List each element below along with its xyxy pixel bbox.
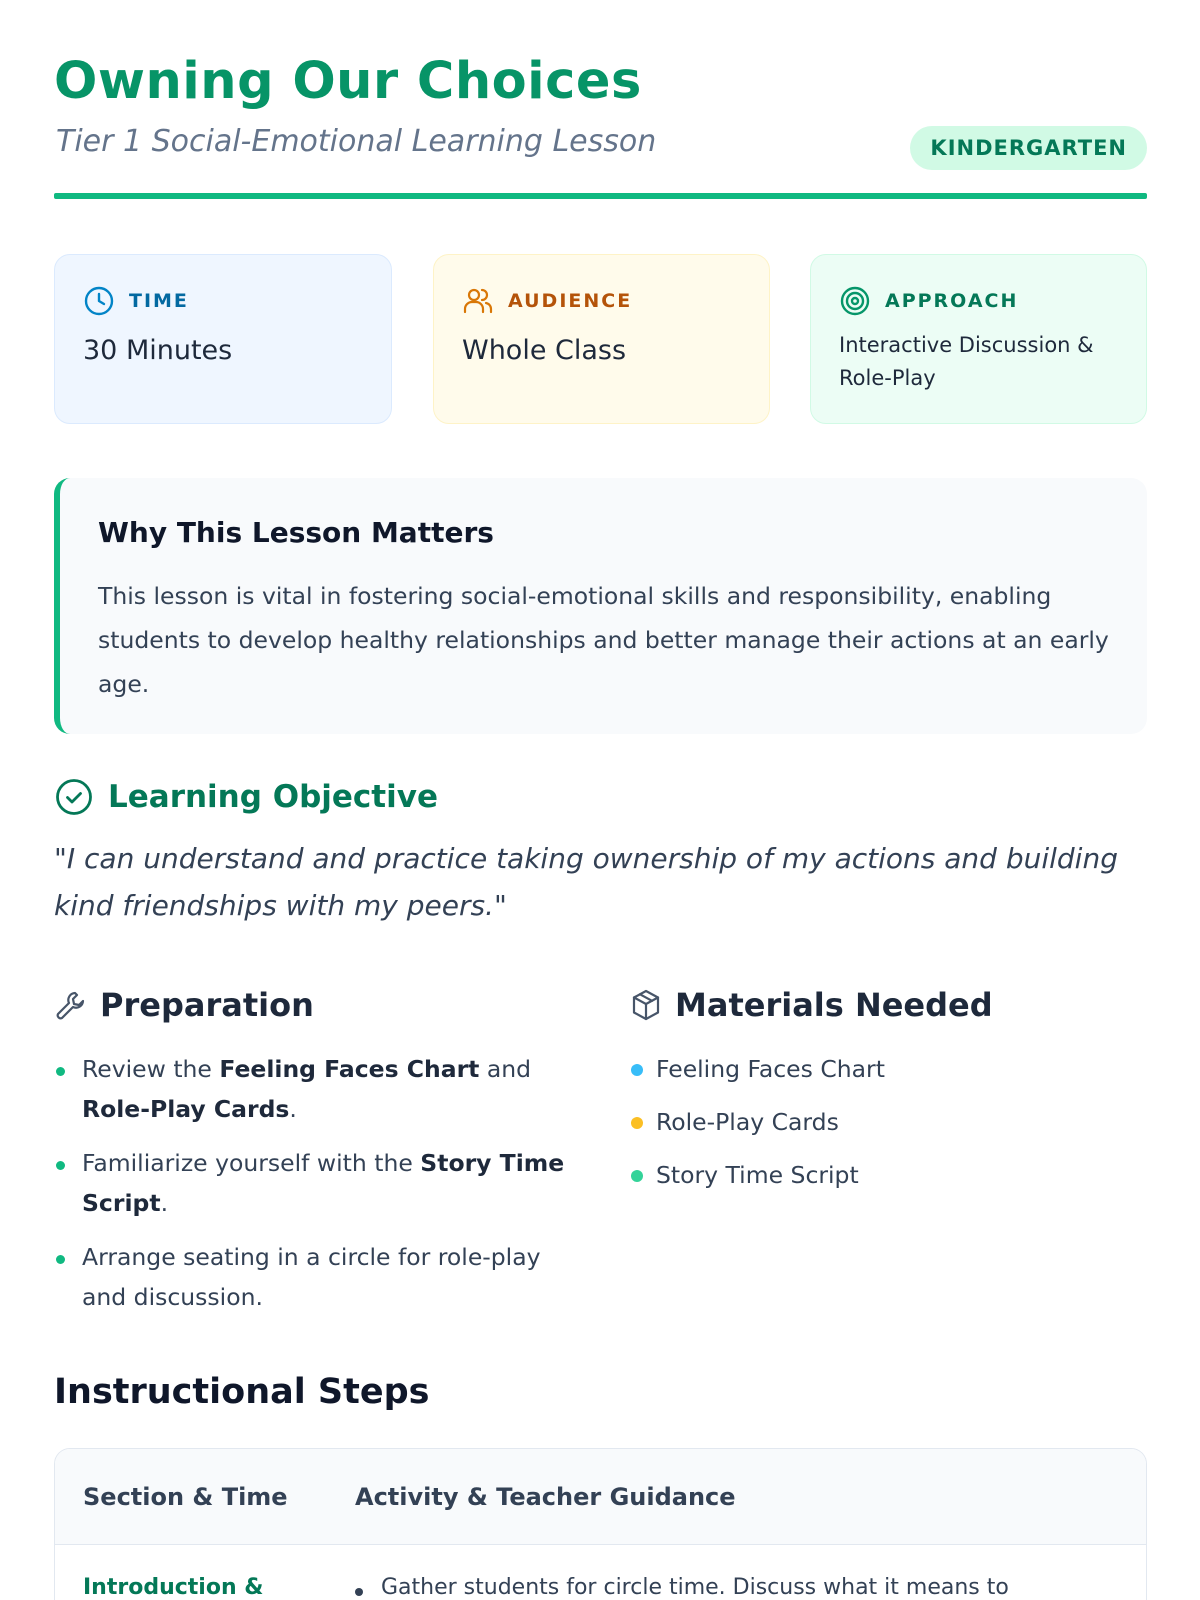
audience-card — [433, 254, 770, 424]
check-circle-icon — [54, 777, 94, 817]
grade-badge: KINDERGARTEN — [910, 126, 1147, 170]
objective-quote: "I can understand and practice taking ownership of my actions and building kind friendships with my peers." — [54, 842, 1118, 922]
column-header: Activity & Teacher Guidance — [355, 1483, 736, 1511]
preparation-section — [54, 985, 574, 1331]
approach-card — [810, 254, 1147, 424]
why-panel — [54, 478, 1147, 734]
bullet-dot — [631, 1117, 643, 1129]
clock-icon — [83, 285, 115, 317]
table-row-section: Introduction & — [83, 1575, 264, 1600]
time-value: 30 Minutes — [83, 335, 233, 366]
time-card-header — [83, 285, 189, 317]
preparation-header — [54, 985, 574, 1025]
info-cards — [54, 254, 1147, 424]
lesson-title: Owning Our Choices — [54, 52, 642, 111]
approach-label: APPROACH — [885, 290, 1019, 312]
table-row-guidance: Gather students for circle time. Discuss what it means to — [355, 1575, 1009, 1600]
time-label: TIME — [129, 290, 189, 312]
preparation-title: Preparation — [100, 986, 314, 1024]
target-icon — [839, 285, 871, 317]
lesson-header — [54, 0, 1147, 202]
users-icon — [462, 285, 494, 317]
bullet-dot — [631, 1064, 643, 1076]
materials-header — [629, 985, 1147, 1025]
materials-section — [629, 985, 1147, 1208]
header-divider — [54, 193, 1147, 199]
column-header: Section & Time — [83, 1483, 288, 1511]
list-item: Arrange seating in a circle for role-play and discussion. — [54, 1237, 574, 1317]
list-item: Role-Play Cards — [629, 1102, 1147, 1142]
list-item: Feeling Faces Chart — [629, 1049, 1147, 1089]
lesson-page — [54, 0, 1147, 1600]
bullet-dot — [631, 1170, 643, 1182]
list-item: Review the Feeling Faces Chart and Role-Play Cards. — [54, 1049, 574, 1129]
list-item: Story Time Script — [629, 1155, 1147, 1195]
approach-value: Interactive Discussion & Role-Play — [839, 333, 1094, 390]
steps-table — [54, 1448, 1147, 1600]
materials-title: Materials Needed — [675, 986, 993, 1024]
audience-card-header — [462, 285, 632, 317]
materials-list — [629, 1049, 1147, 1195]
list-item: Familiarize yourself with the Story Time Script. — [54, 1143, 574, 1223]
objective-title: Learning Objective — [108, 779, 438, 815]
objective-header — [54, 777, 438, 817]
package-icon — [629, 988, 663, 1022]
table-header — [55, 1449, 1146, 1545]
wrench-icon — [54, 988, 88, 1022]
preparation-list — [54, 1049, 574, 1317]
why-text: This lesson is vital in fostering social-emotional skills and responsibility, enabling students to develop healthy relationships and better manage their actions at an early age. — [98, 582, 1109, 698]
lesson-subtitle: Tier 1 Social-Emotional Learning Lesson — [56, 124, 657, 159]
audience-value: Whole Class — [462, 335, 627, 366]
why-title: Why This Lesson Matters — [98, 516, 494, 549]
approach-card-header — [839, 285, 1018, 317]
audience-label: AUDIENCE — [508, 290, 633, 312]
time-card — [54, 254, 392, 424]
steps-title: Instructional Steps — [54, 1372, 430, 1412]
